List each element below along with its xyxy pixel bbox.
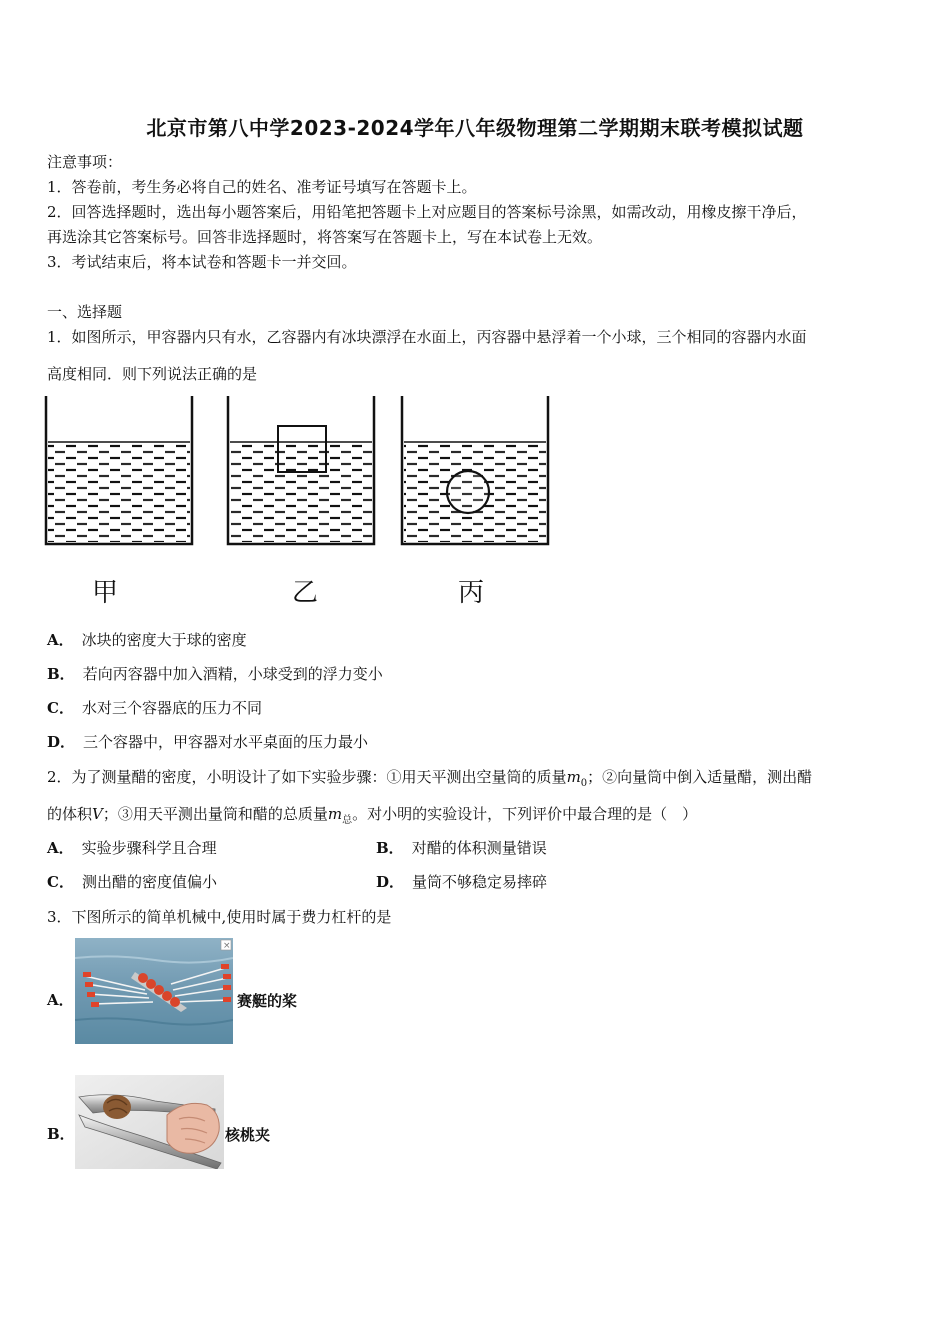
q3-option-b-letter[interactable]: B． bbox=[47, 1125, 75, 1143]
rowing-boat-image bbox=[75, 938, 233, 1044]
label-yi: 乙 bbox=[292, 578, 319, 608]
suspended-ball bbox=[447, 471, 489, 513]
q2-option-b[interactable]: B． 对醋的体积测量错误 bbox=[376, 839, 547, 857]
q1-option-c[interactable]: C． 水对三个容器底的压力不同 bbox=[47, 699, 262, 717]
notice-item: 再选涂其它答案标号。回答非选择题时，将答案写在答题卡上，写在本试卷上无效。 bbox=[47, 228, 603, 246]
q2-stem-line1: 2．为了测量醋的密度，小明设计了如下实验步骤：①用天平测出空量筒的质量$m_0$；②向量筒中倒入适量醋，测出醋 bbox=[47, 768, 813, 789]
notice-item: 2．回答选择题时，选出每小题答案后，用铅笔把答题卡上对应题目的答案标号涂黑，如需改动，用橡皮擦干净后， bbox=[47, 203, 807, 221]
q1-stem-line2: 高度相同．则下列说法正确的是 bbox=[47, 365, 258, 383]
container-bing bbox=[402, 396, 548, 544]
notice-item: 3．考试结束后，将本试卷和答题卡一并交回。 bbox=[47, 253, 357, 271]
q1-option-a[interactable]: A． 冰块的密度大于球的密度 bbox=[47, 631, 247, 649]
notice-item: 1．答卷前，考生务必将自己的姓名、准考证号填写在答题卡上。 bbox=[47, 178, 477, 196]
label-jia: 甲 bbox=[92, 578, 119, 608]
q3-option-a-caption: 赛艇的桨 bbox=[237, 992, 298, 1010]
q3-option-a-letter[interactable]: A． bbox=[47, 991, 74, 1009]
q2-option-a[interactable]: A． 实验步骤科学且合理 bbox=[47, 839, 217, 857]
label-bing: 丙 bbox=[458, 578, 485, 608]
notice-heading: 注意事项： bbox=[47, 153, 123, 171]
q2-stem-line2: 的体积V；③用天平测出量筒和醋的总质量$m_总$。对小明的实验设计，下列评价中最合理的是（ ） bbox=[47, 805, 698, 826]
rowing-photo bbox=[75, 938, 233, 1044]
q3-stem: 3．下图所示的简单机械中,使用时属于费力杠杆的是 bbox=[47, 908, 392, 926]
nutcracker-photo bbox=[75, 1075, 224, 1169]
page-title: 北京市第八中学2023-2024学年八年级物理第二学期期末联考模拟试题 bbox=[146, 116, 804, 140]
q1-option-d[interactable]: D． 三个容器中，甲容器对水平桌面的压力最小 bbox=[47, 733, 369, 751]
q3-option-b-caption: 核桃夹 bbox=[225, 1126, 271, 1144]
container-jia bbox=[46, 396, 192, 544]
q2-option-d[interactable]: D． 量筒不够稳定易摔碎 bbox=[376, 873, 548, 891]
q1-stem-line1: 1．如图所示，甲容器内只有水，乙容器内有冰块漂浮在水面上，丙容器中悬浮着一个小球，三个相同的容器内水面 bbox=[47, 328, 807, 346]
q1-option-b[interactable]: B． 若向丙容器中加入酒精，小球受到的浮力变小 bbox=[47, 665, 383, 683]
container-yi bbox=[228, 396, 374, 544]
svg-text:×: × bbox=[223, 941, 231, 951]
nutcracker-image bbox=[75, 1075, 224, 1169]
q2-option-c[interactable]: C． 测出醋的密度值偏小 bbox=[47, 873, 217, 891]
section-heading: 一、选择题 bbox=[47, 303, 123, 321]
